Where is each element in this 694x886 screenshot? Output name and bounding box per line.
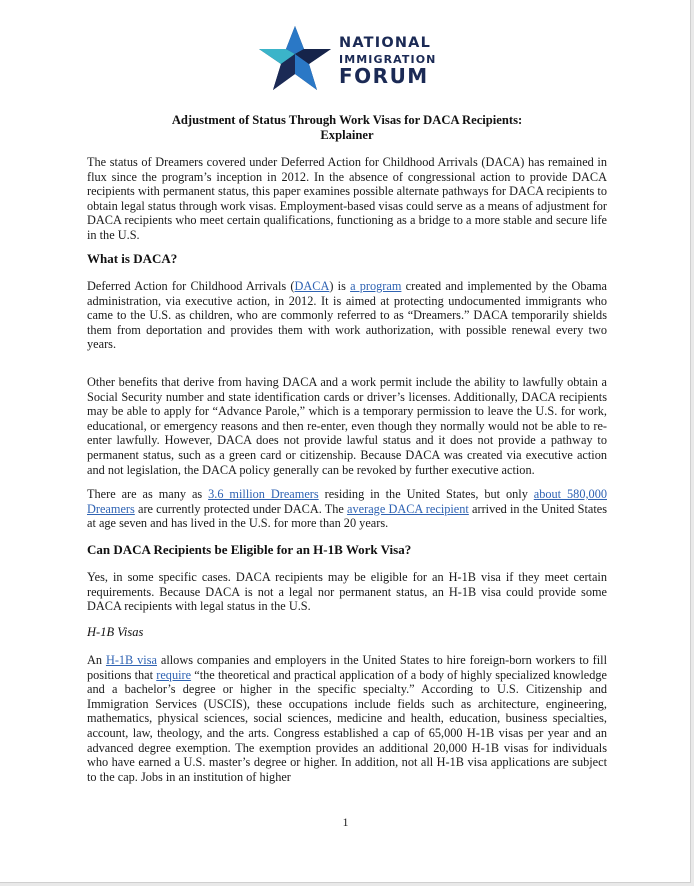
text-run: Deferred Action for Childhood Arrivals ( [87,279,295,293]
section-heading-what-is-daca: What is DACA? [87,251,178,266]
link-daca[interactable]: DACA [294,279,330,293]
subheading-h1b-visas: H-1B Visas [87,625,144,639]
link-require[interactable]: require [156,667,192,682]
text-run: There are as many as [87,487,209,501]
h1b-eligibility-paragraph: Yes, in some specific cases. DACA recipients may be eligible for an H-1B visa if they meet certain requirements. Because DACA is not a legal nor permanent status, an H-1B visa could provide some DACA recipients with legal status in the U.S. [87,570,607,614]
text-run: “the theoretical and practical application of a body of highly specialized knowledge and a bachelor’s degree or higher in the specific specialty.” According to U.S. Citizenship and Immigration Services (USCIS), these occupations include fields such as architecture, engineering, mathematics, physical sciences, social sciences, medicine and health, education, business specialties, account, law, theology, and the arts. Congress established a cap of 65,000 H-1B visas per year and an advanced degree exemption. The exemption provides an additional 20,000 H-1B visas for individuals who have earned a U.S. master’s degree or higher. In addition, not all H-1B visa applications are subject to the cap. Jobs in an institution of higher [87,667,607,784]
section-heading-h1b-eligibility: Can DACA Recipients be Eligible for an H-1B Work Visa? [87,542,412,557]
organization-logo [257,22,447,92]
logo-line-3: FORUM [339,63,429,88]
text-run: residing in the United States, but only [318,487,534,501]
title-line-1: Adjustment of Status Through Work Visas for DACA Recipients: [171,113,523,127]
link-about-580000-dreamers[interactable]: about 580,000 Dreamers [87,487,607,516]
text-run: allows companies and employers in the United States to hire foreign-born workers to fill positions that [87,653,607,682]
h1b-visa-paragraph [87,653,607,784]
logo-wordmark [339,36,437,86]
title-line-2: Explainer [320,128,374,142]
text-run: arrived in the United States at age seven and has lived in the U.S. for more than 20 years. [87,501,607,531]
text-run: An [87,653,106,667]
logo-line-2: IMMIGRATION [339,52,437,66]
text-run: ) is [329,279,351,293]
text-run: are currently protected under DACA. The [134,501,348,516]
dreamers-count-paragraph [87,487,607,531]
daca-definition-paragraph [87,279,607,352]
star-logo-icon [257,24,333,92]
document-title [87,113,607,143]
link-3-6-million-dreamers[interactable]: 3.6 million Dreamers [208,487,319,501]
link-a-program[interactable]: a program [350,279,402,293]
text-run: created and implemented by the Obama administration, via executive action, in 2012. It is aimed at protecting undocumented immigrants who came to the U.S. as children, who are commonly referred to as “Dreamers.” DACA temporarily shields them from deportation and provides them with work authorization, with possible renewal every two years. [87,279,607,352]
link-h1b-visa[interactable]: H-1B visa [105,653,157,667]
daca-benefits-paragraph: Other benefits that derive from having DACA and a work permit include the ability to lawfully obtain a Social Security number and state identification cards or driver’s licenses. Additionally, DACA recipients may be able to apply for “Advance Parole,” which is a temporary permission to leave the U.S. for work, educational, or emergency reasons and then re-enter, even though they normally would not be able to re-enter lawfully. However, DACA does not provide lawful status and it does not provide a pathway to permanent status, such as a green card or citizenship. Because DACA was created via executive action and not legislation, the DACA policy generally can be revoked by further executive action. [87,375,607,477]
intro-paragraph: The status of Dreamers covered under Deferred Action for Childhood Arrivals (DACA) has remained in flux since the program’s inception in 2012. In the absence of congressional action to provide DACA recipients with permanent status, this paper examines possible alternate pathways for DACA recipients to obtain legal status through work visas. Employment-based visas could serve as a means of adjustment for DACA recipients who meet certain qualifications, functioning as a bridge to a more stable and secure life in the U.S. [87,155,607,242]
link-average-daca-recipient[interactable]: average DACA recipient [347,501,469,516]
page-number: 1 [342,815,349,829]
logo-line-1: NATIONAL [339,35,432,51]
